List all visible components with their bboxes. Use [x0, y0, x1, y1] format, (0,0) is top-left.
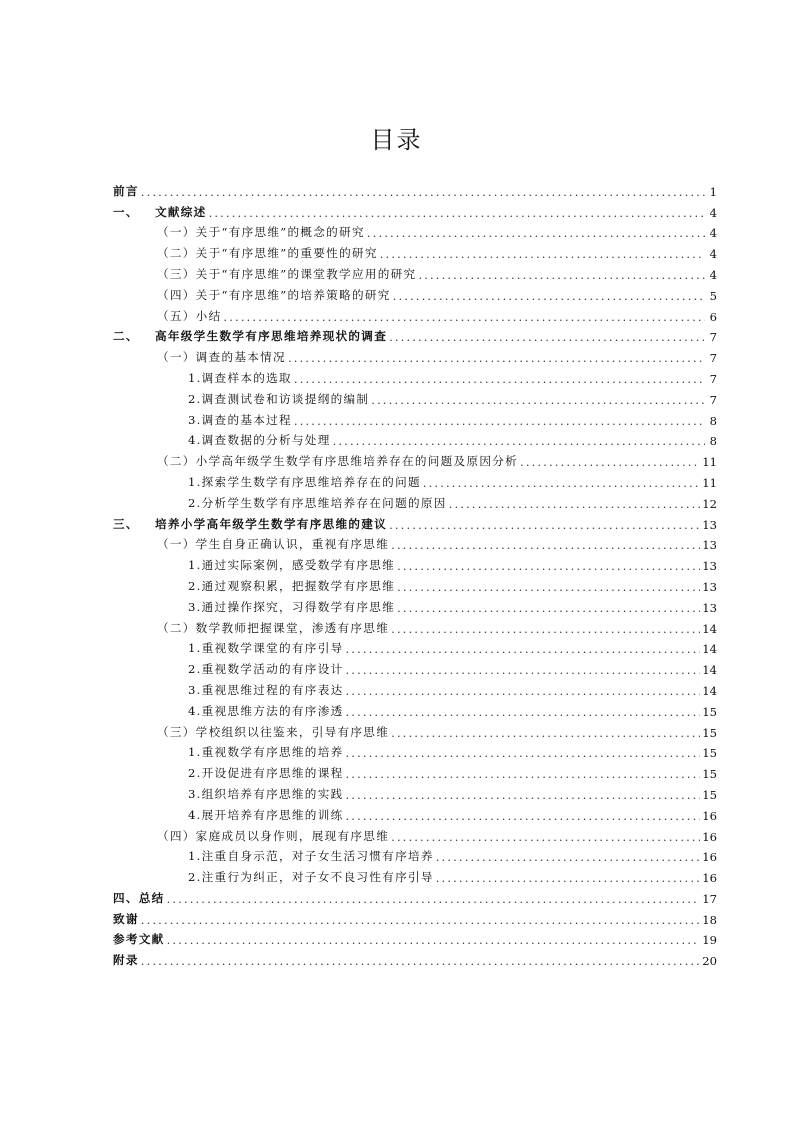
- toc-entry-label: 2.重视数学活动的有序设计: [188, 662, 344, 677]
- toc-entry-label: （一）学生自身正确认识，重视有序思维: [157, 537, 390, 552]
- toc-entry[interactable]: [113, 927, 717, 948]
- toc-entry-title: [188, 412, 292, 428]
- toc-entry-title: [157, 620, 389, 636]
- toc-entry-page-number: 7: [709, 351, 717, 366]
- toc-entry[interactable]: [113, 864, 717, 885]
- toc-entry[interactable]: [113, 448, 717, 469]
- dot-leader: [141, 954, 700, 968]
- toc-entry-page-number: 16: [702, 871, 717, 886]
- toc-entry-page-number: 6: [709, 309, 717, 324]
- toc-entry[interactable]: [113, 386, 717, 407]
- toc-entry-label: （一）关于“有序思维”的概念的研究: [157, 225, 365, 240]
- dot-leader: [223, 310, 705, 324]
- toc-entry[interactable]: [113, 261, 717, 282]
- toc-entry-page-number: 11: [702, 455, 717, 470]
- toc-entry-label: （二）小学高年级学生数学有序思维培养存在的问题及原因分析: [157, 454, 519, 469]
- toc-entry-label: （一）调查的基本情况: [157, 350, 286, 365]
- toc-entry[interactable]: [113, 511, 717, 532]
- toc-entry-title: [157, 453, 518, 469]
- toc-entry-label: 1.调查样本的选取: [188, 370, 292, 385]
- page-title: 目录: [370, 126, 423, 154]
- toc-entry[interactable]: [113, 532, 717, 553]
- toc-entry-page-number: 8: [709, 434, 717, 449]
- toc-entry-label: （五）小结: [157, 308, 222, 323]
- dot-leader: [346, 663, 701, 677]
- toc-entry[interactable]: [113, 303, 717, 324]
- toc-entry[interactable]: [113, 823, 717, 844]
- dot-leader: [294, 372, 705, 386]
- toc-entry-label: 致谢: [113, 911, 139, 926]
- toc-entry-label: 高年级学生数学有序思维培养现状的调查: [155, 329, 388, 344]
- toc-entry-title: [188, 599, 395, 615]
- toc-entry-label: （二）关于“有序思维”的重要性的研究: [157, 246, 378, 261]
- toc-entry-label: 2.通过观察积累，把握数学有序思维: [188, 578, 396, 593]
- toc-entry[interactable]: [113, 636, 717, 657]
- toc-entry-title: [157, 308, 221, 324]
- dot-leader: [397, 559, 700, 573]
- toc-entry-label: 1.注重自身示范，对子女生活习惯有序培养: [188, 849, 434, 864]
- toc-entry[interactable]: [113, 428, 717, 449]
- toc-entry-title: [188, 869, 434, 885]
- toc-entry-title: [188, 578, 395, 594]
- toc-entry-title: [188, 661, 344, 677]
- dot-leader: [436, 850, 700, 864]
- toc-entry-label: 参考文献: [113, 932, 165, 947]
- toc-entry[interactable]: [113, 240, 717, 261]
- toc-entry-number: 三、: [113, 516, 139, 531]
- dot-leader: [423, 476, 700, 490]
- toc-entry-title: [188, 786, 344, 802]
- toc-entry-page-number: 14: [702, 663, 717, 678]
- toc-entry[interactable]: [113, 844, 717, 865]
- toc-entry-label: 1.通过实际案例，感受数学有序思维: [188, 558, 396, 573]
- dot-leader: [393, 289, 705, 303]
- dot-leader: [209, 206, 705, 220]
- toc-entry-label: 4.调查数据的分析与处理: [188, 433, 331, 448]
- dot-leader: [391, 622, 700, 636]
- dot-leader: [141, 185, 705, 199]
- toc-entry-label: 1.重视数学有序思维的培养: [188, 745, 344, 760]
- toc-entry-label: 四、总结: [113, 890, 165, 905]
- dot-leader: [520, 455, 700, 469]
- toc-entry-page-number: 13: [702, 559, 717, 574]
- toc-entry[interactable]: [113, 740, 717, 761]
- toc-entry-label: 2.调查测试卷和访谈提纲的编制: [188, 391, 370, 406]
- toc-entry-page-number: 1: [709, 184, 717, 199]
- toc-entry[interactable]: [113, 698, 717, 719]
- toc-entry-title: [188, 391, 369, 407]
- toc-entry[interactable]: [113, 906, 717, 927]
- toc-entry-title: [188, 557, 395, 573]
- toc-entry-page-number: 20: [702, 954, 717, 969]
- toc-entry[interactable]: [113, 677, 717, 698]
- toc-entry[interactable]: [113, 802, 717, 823]
- toc-entry-page-number: 7: [709, 330, 717, 345]
- toc-entry-page-number: 7: [709, 371, 717, 386]
- toc-entry[interactable]: [113, 656, 717, 677]
- dot-leader: [391, 830, 700, 844]
- toc-entry[interactable]: [113, 552, 717, 573]
- dot-leader: [288, 351, 705, 365]
- toc-entry-page-number: 14: [702, 621, 717, 636]
- dot-leader: [449, 497, 701, 511]
- toc-entry-label: 1.重视数学课堂的有序引导: [188, 641, 344, 656]
- dot-leader: [346, 809, 701, 823]
- toc-entry-page-number: 4: [709, 226, 717, 241]
- toc-entry-title: [113, 911, 139, 927]
- dot-leader: [436, 871, 700, 885]
- dot-leader: [391, 538, 700, 552]
- dot-leader: [397, 601, 700, 615]
- toc-entry-page-number: 13: [702, 538, 717, 553]
- toc-entry-page-number: 16: [702, 829, 717, 844]
- toc-entry[interactable]: [113, 344, 717, 365]
- toc-entry[interactable]: [113, 947, 717, 968]
- toc-entry-title: [157, 287, 391, 303]
- toc-entry[interactable]: [113, 594, 717, 615]
- toc-entry-title: [188, 765, 344, 781]
- toc-entry-page-number: 13: [702, 517, 717, 532]
- dot-leader: [346, 746, 701, 760]
- toc-entry-label: 培养小学高年级学生数学有序思维的建议: [155, 516, 388, 531]
- toc-entry-page-number: 15: [702, 767, 717, 782]
- toc-entry[interactable]: [113, 178, 717, 199]
- toc-entry-title: [188, 370, 292, 386]
- toc-entry-page-number: 15: [702, 725, 717, 740]
- toc-entry-page-number: 15: [702, 746, 717, 761]
- dot-leader: [346, 642, 701, 656]
- toc-entry-label: 3.调查的基本过程: [188, 412, 292, 427]
- table-of-contents: [113, 178, 717, 968]
- toc-entry-page-number: 13: [702, 579, 717, 594]
- toc-entry-page-number: 7: [709, 392, 717, 407]
- toc-entry-label: 2.注重行为纠正，对子女不良习性有序引导: [188, 870, 434, 885]
- dot-leader: [294, 414, 705, 428]
- dot-leader: [167, 892, 701, 906]
- toc-entry-page-number: 4: [709, 205, 717, 220]
- toc-entry-label: 4.重视思维方法的有序渗透: [188, 703, 344, 718]
- toc-entry-title: [157, 536, 389, 552]
- toc-entry-label: （四）家庭成员以身作则，展现有序思维: [157, 828, 390, 843]
- toc-entry-title: [157, 224, 365, 240]
- toc-entry-label: 文献综述: [155, 204, 207, 219]
- toc-entry-title: [188, 682, 344, 698]
- toc-entry-page-number: 4: [709, 267, 717, 282]
- toc-entry-page-number: 13: [702, 600, 717, 615]
- dot-leader: [367, 226, 705, 240]
- dot-leader: [346, 705, 701, 719]
- toc-entry[interactable]: [113, 324, 717, 345]
- toc-entry-title: [157, 828, 389, 844]
- toc-entry-title: [113, 890, 165, 906]
- toc-entry-label: （二）数学教师把握课堂，渗透有序思维: [157, 620, 390, 635]
- toc-entry-label: 3.重视思维过程的有序表达: [188, 682, 344, 697]
- dot-leader: [371, 393, 705, 407]
- toc-entry-label: 3.组织培养有序思维的实践: [188, 786, 344, 801]
- toc-entry-label: 4.展开培养有序思维的训练: [188, 807, 344, 822]
- toc-entry[interactable]: [113, 885, 717, 906]
- toc-entry[interactable]: [113, 469, 717, 490]
- toc-entry-title: [188, 432, 331, 448]
- toc-entry[interactable]: [113, 199, 717, 220]
- toc-entry-title: [113, 931, 165, 947]
- toc-entry-title: [188, 744, 344, 760]
- toc-entry-title: [113, 516, 387, 532]
- toc-entry-label: 2.开设促进有序思维的课程: [188, 766, 344, 781]
- toc-entry-page-number: 17: [702, 891, 717, 906]
- toc-entry-title: [188, 495, 447, 511]
- toc-entry-label: （四）关于“有序思维”的培养策略的研究: [157, 287, 391, 302]
- toc-entry-number: 一、: [113, 204, 139, 219]
- toc-entry-title: [157, 245, 378, 261]
- toc-entry-title: [113, 328, 387, 344]
- dot-leader: [389, 330, 705, 344]
- toc-entry-page-number: 15: [702, 787, 717, 802]
- toc-entry-title: [157, 724, 389, 740]
- toc-entry[interactable]: [113, 781, 717, 802]
- toc-entry-page-number: 15: [702, 704, 717, 719]
- toc-entry-title: [188, 703, 344, 719]
- toc-entry-page-number: 5: [709, 288, 717, 303]
- toc-entry-title: [188, 640, 344, 656]
- toc-entry-label: 3.通过操作探究，习得数学有序思维: [188, 599, 396, 614]
- dot-leader: [397, 580, 700, 594]
- toc-entry[interactable]: [113, 220, 717, 241]
- toc-entry-title: [188, 807, 344, 823]
- toc-entry-page-number: 8: [709, 413, 717, 428]
- toc-entry[interactable]: [113, 407, 717, 428]
- dot-leader: [346, 788, 701, 802]
- toc-entry[interactable]: [113, 490, 717, 511]
- toc-entry-page-number: 14: [702, 683, 717, 698]
- toc-entry-title: [188, 474, 421, 490]
- toc-entry-title: [157, 266, 416, 282]
- dot-leader: [346, 684, 701, 698]
- toc-entry-page-number: 4: [709, 247, 717, 262]
- toc-entry-label: 1.探索学生数学有序思维培养存在的问题: [188, 474, 421, 489]
- toc-entry-title: [188, 848, 434, 864]
- toc-entry-page-number: 16: [702, 850, 717, 865]
- toc-entry-label: 前言: [113, 183, 139, 198]
- toc-entry[interactable]: [113, 760, 717, 781]
- toc-entry-page-number: 11: [702, 475, 717, 490]
- toc-entry[interactable]: [113, 573, 717, 594]
- toc-entry-page-number: 18: [702, 912, 717, 927]
- dot-leader: [141, 913, 700, 927]
- dot-leader: [389, 518, 700, 532]
- dot-leader: [346, 767, 701, 781]
- dot-leader: [391, 726, 700, 740]
- toc-entry-page-number: 16: [702, 808, 717, 823]
- toc-entry-label: （三）学校组织以往鉴来，引导有序思维: [157, 724, 390, 739]
- dot-leader: [380, 247, 705, 261]
- toc-entry-title: [113, 952, 139, 968]
- toc-entry[interactable]: [113, 365, 717, 386]
- dot-leader: [167, 933, 701, 947]
- toc-entry[interactable]: [113, 719, 717, 740]
- toc-entry-label: 2.分析学生数学有序思维培养存在问题的原因: [188, 495, 447, 510]
- toc-entry[interactable]: [113, 282, 717, 303]
- toc-entry-page-number: 19: [702, 933, 717, 948]
- toc-entry-title: [113, 204, 207, 220]
- toc-entry-label: （三）关于“有序思维”的课堂教学应用的研究: [157, 266, 417, 281]
- toc-entry[interactable]: [113, 615, 717, 636]
- dot-leader: [418, 268, 705, 282]
- toc-entry-title: [157, 349, 286, 365]
- toc-entry-page-number: 12: [702, 496, 717, 511]
- dot-leader: [333, 434, 705, 448]
- toc-entry-label: 附录: [113, 953, 139, 968]
- toc-entry-page-number: 14: [702, 642, 717, 657]
- toc-entry-title: [113, 183, 139, 199]
- toc-entry-number: 二、: [113, 329, 139, 344]
